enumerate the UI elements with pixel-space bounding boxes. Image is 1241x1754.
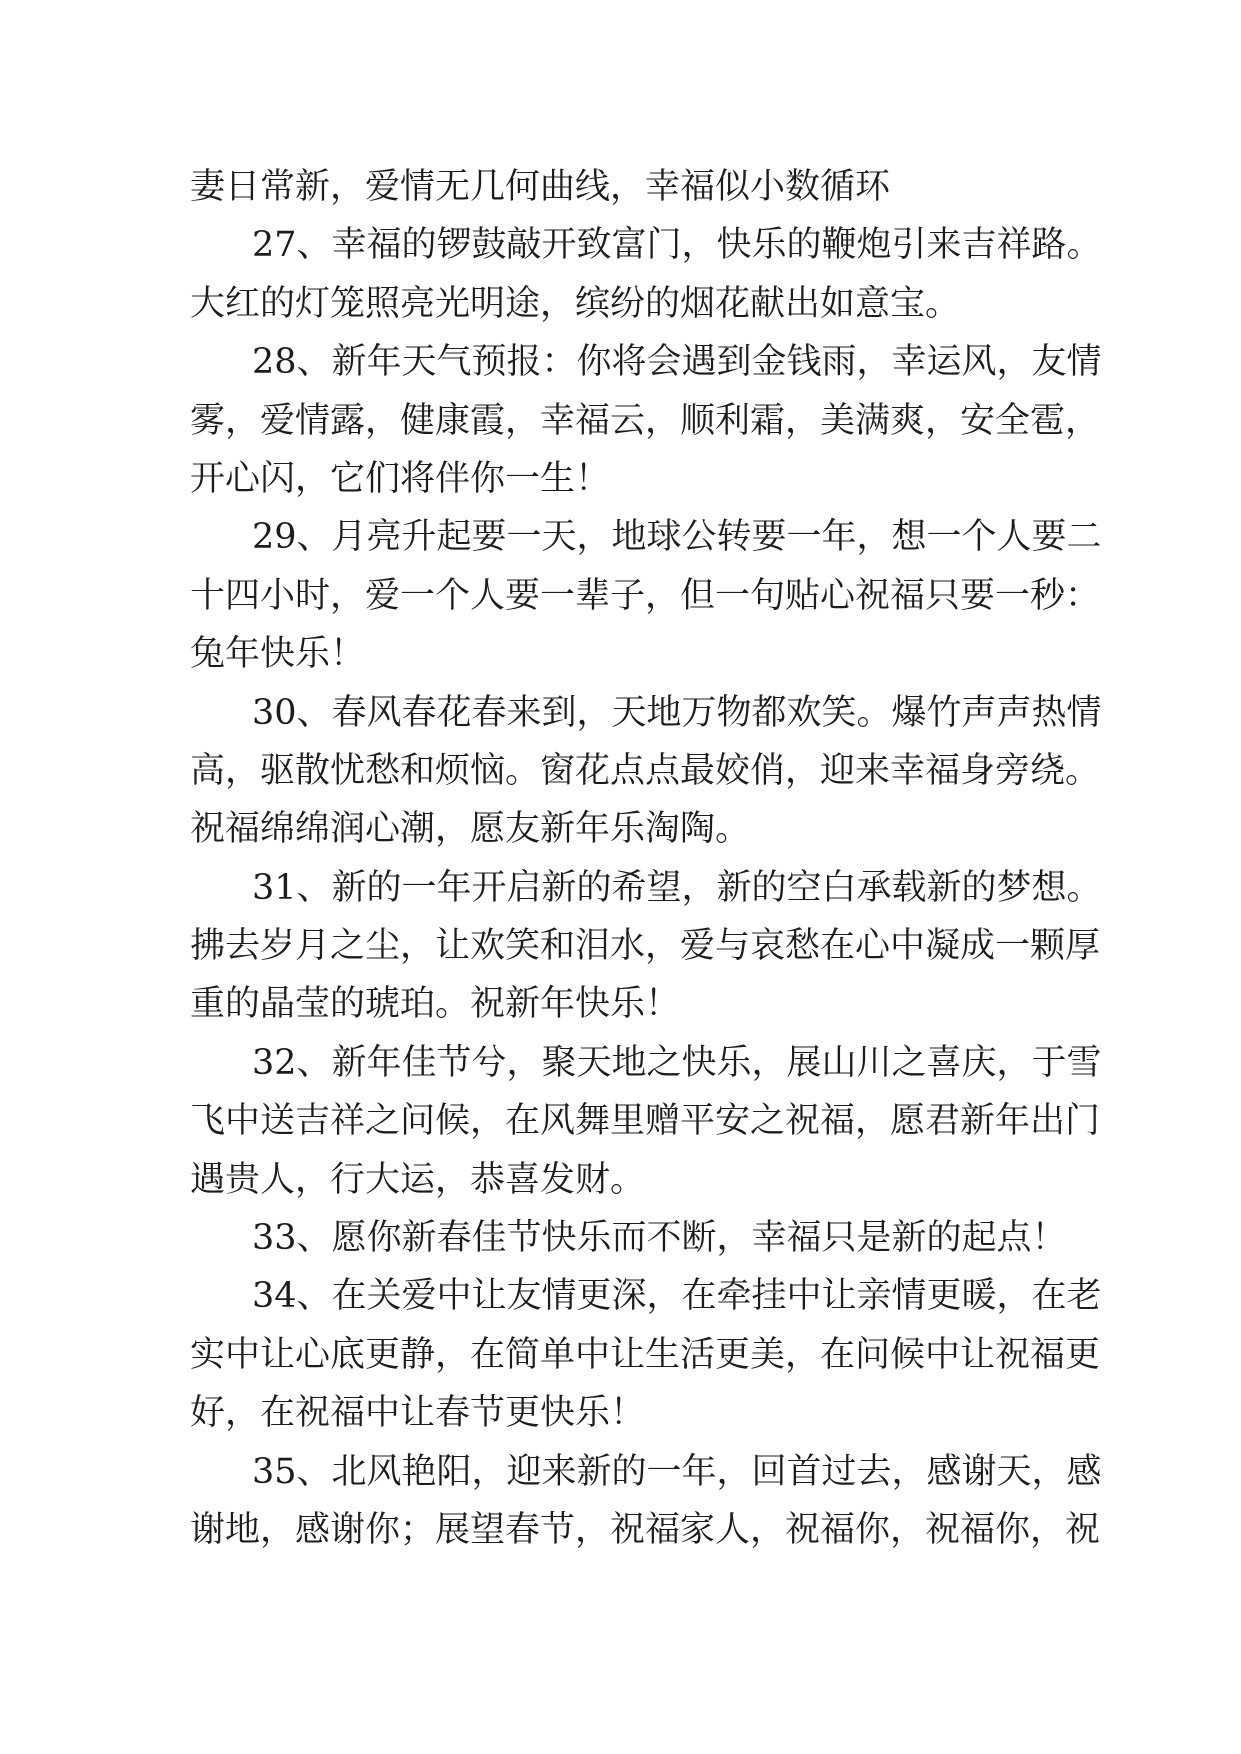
text-line: 兔年快乐！ bbox=[190, 634, 366, 675]
text-line: 拂去岁月之尘，让欢笑和泪水，爱与哀愁在心中凝成一颗厚 bbox=[190, 926, 1101, 967]
text-line: 祝福绵绵润心潮，愿友新年乐淘陶。 bbox=[190, 809, 751, 850]
text-line: 29、月亮升起要一天，地球公转要一年，想一个人要二 bbox=[252, 517, 1102, 558]
text-line: 28、新年天气预报：你将会遇到金钱雨，幸运风，友情 bbox=[252, 342, 1102, 383]
text-line: 好，在祝福中让春节更快乐！ bbox=[190, 1393, 646, 1434]
text-line: 27、幸福的锣鼓敲开致富门，快乐的鞭炮引来吉祥路。 bbox=[252, 225, 1102, 266]
text-line: 30、春风春花春来到，天地万物都欢笑。爆竹声声热情 bbox=[252, 692, 1102, 733]
document-body-text bbox=[190, 158, 1102, 1559]
text-line: 34、在关爱中让友情更深，在牵挂中让亲情更暖，在老 bbox=[252, 1276, 1102, 1317]
text-line: 33、愿你新春佳节快乐而不断，幸福只是新的起点！ bbox=[252, 1218, 1067, 1259]
text-line: 遇贵人，行大运，恭喜发财。 bbox=[190, 1159, 646, 1200]
text-line: 高，驱散忧愁和烦恼。窗花点点最姣俏，迎来幸福身旁绕。 bbox=[190, 750, 1101, 791]
text-line: 大红的灯笼照亮光明途，缤纷的烟花献出如意宝。 bbox=[190, 283, 961, 324]
text-line: 雾，爱情露，健康霞，幸福云，顺利霜，美满爽，安全雹， bbox=[190, 400, 1101, 441]
text-line: 妻日常新，爱情无几何曲线，幸福似小数循环 bbox=[190, 167, 891, 207]
text-line: 十四小时，爱一个人要一辈子，但一句贴心祝福只要一秒： bbox=[190, 575, 1101, 616]
text-line: 35、北风艳阳，迎来新的一年，回首过去，感谢天，感 bbox=[252, 1451, 1102, 1492]
text-line: 重的晶莹的琥珀。祝新年快乐！ bbox=[190, 984, 681, 1025]
text-line: 31、新的一年开启新的希望，新的空白承载新的梦想。 bbox=[252, 867, 1102, 908]
text-line: 飞中送吉祥之问候，在风舞里赠平安之祝福，愿君新年出门 bbox=[190, 1101, 1101, 1142]
text-line: 实中让心底更静，在简单中让生活更美，在问候中让祝福更 bbox=[190, 1334, 1101, 1375]
text-line: 开心闪，它们将伴你一生！ bbox=[190, 458, 611, 499]
text-line: 32、新年佳节兮，聚天地之快乐，展山川之喜庆，于雪 bbox=[252, 1042, 1102, 1083]
text-line: 谢地，感谢你；展望春节，祝福家人，祝福你，祝福你，祝 bbox=[190, 1509, 1101, 1550]
